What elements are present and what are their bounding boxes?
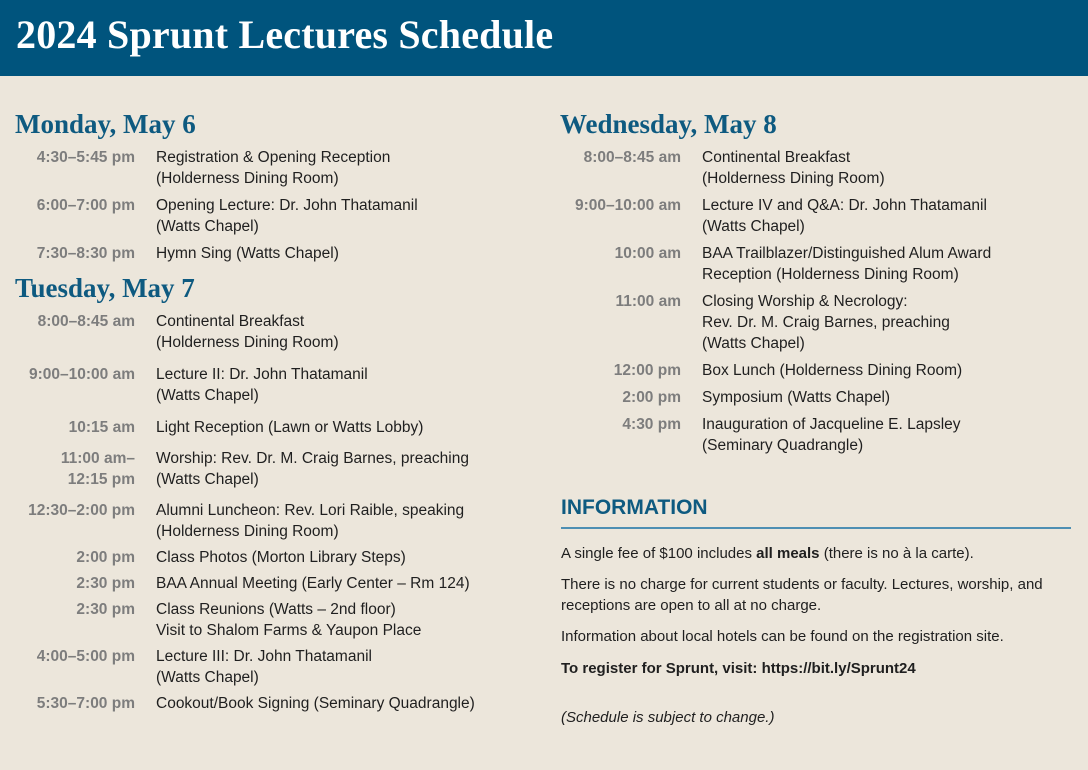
information-section xyxy=(561,494,1071,728)
page-title: 2024 Sprunt Lectures Schedule xyxy=(16,12,554,57)
left-column xyxy=(0,106,540,714)
day-heading-wednesday: Wednesday, May 8 xyxy=(560,109,777,139)
event-description: Class Reunions (Watts – 2nd floor) Visit to Shalom Farms & Yaupon Place xyxy=(156,601,422,639)
day-heading-tuesday: Tuesday, May 7 xyxy=(15,273,195,303)
schedule-row xyxy=(0,547,540,568)
schedule-row xyxy=(0,500,540,542)
event-description: Registration & Opening Reception (Holderness Dining Room) xyxy=(156,149,391,187)
event-description: Opening Lecture: Dr. John Thatamanil (Watts Chapel) xyxy=(156,197,418,235)
event-description: Class Photos (Morton Library Steps) xyxy=(156,549,406,566)
event-description: Light Reception (Lawn or Watts Lobby) xyxy=(156,419,424,436)
event-description: Lecture II: Dr. John Thatamanil (Watts Chapel) xyxy=(156,366,368,404)
schedule-row xyxy=(545,195,1075,237)
event-time: 5:30–7:00 pm xyxy=(36,695,135,712)
fee-text-lead: A single fee of $100 includes xyxy=(561,545,757,562)
fee-text-bold: all meals xyxy=(756,545,820,562)
event-time: 2:30 pm xyxy=(76,601,135,618)
event-time: 4:30–5:45 pm xyxy=(36,149,135,166)
schedule-row xyxy=(0,573,540,594)
fee-text-tail: (there is no à la carte). xyxy=(819,545,974,562)
schedule-row xyxy=(0,195,540,237)
schedule-row xyxy=(0,364,540,406)
event-time: 8:00–8:45 am xyxy=(583,149,681,166)
event-description: Lecture III: Dr. John Thatamanil (Watts Chapel) xyxy=(156,648,372,686)
event-description: Worship: Rev. Dr. M. Craig Barnes, preaching (Watts Chapel) xyxy=(156,450,469,488)
schedule-row xyxy=(545,414,1075,456)
event-description: BAA Trailblazer/Distinguished Alum Award Reception (Holderness Dining Room) xyxy=(702,245,992,283)
register-text: To register for Sprunt, visit: https://bit.ly/Sprunt24 xyxy=(561,660,916,677)
disclaimer-text: (Schedule is subject to change.) xyxy=(561,709,775,726)
event-description: BAA Annual Meeting (Early Center – Rm 124) xyxy=(156,575,470,592)
schedule-row xyxy=(545,291,1075,354)
event-time: 11:00 am xyxy=(615,293,681,310)
event-description: Hymn Sing (Watts Chapel) xyxy=(156,245,339,262)
schedule-row xyxy=(0,693,540,714)
event-time: 2:30 pm xyxy=(76,575,135,592)
event-description: Lecture IV and Q&A: Dr. John Thatamanil (Watts Chapel) xyxy=(702,197,987,235)
event-time: 9:00–10:00 am xyxy=(575,197,681,214)
right-column xyxy=(545,106,1075,456)
schedule-row xyxy=(0,311,540,353)
fee-text xyxy=(561,543,1071,564)
schedule-row xyxy=(545,387,1075,408)
day-heading-monday: Monday, May 6 xyxy=(15,109,196,139)
schedule-row xyxy=(545,360,1075,381)
schedule-row xyxy=(0,646,540,688)
event-time: 4:00–5:00 pm xyxy=(36,648,135,665)
event-description: Inauguration of Jacqueline E. Lapsley (Seminary Quadrangle) xyxy=(702,416,961,454)
event-time: 11:00 am– 12:15 pm xyxy=(60,450,135,488)
event-time: 2:00 pm xyxy=(622,389,681,406)
schedule-row xyxy=(0,243,540,264)
no-charge-text: There is no charge for current students or faculty. Lectures, worship, and receptions are open to all at no charge. xyxy=(561,576,1043,614)
event-time: 7:30–8:30 pm xyxy=(36,245,135,262)
event-description: Continental Breakfast (Holderness Dining Room) xyxy=(702,149,885,187)
schedule-row xyxy=(545,243,1075,285)
event-description: Symposium (Watts Chapel) xyxy=(702,389,891,406)
event-description: Cookout/Book Signing (Seminary Quadrangle) xyxy=(156,695,475,712)
event-time: 4:30 pm xyxy=(622,416,681,433)
event-time: 9:00–10:00 am xyxy=(29,366,135,383)
schedule-row xyxy=(0,147,540,189)
event-description: Box Lunch (Holderness Dining Room) xyxy=(702,362,963,379)
event-description: Closing Worship & Necrology: Rev. Dr. M. Craig Barnes, preaching (Watts Chapel) xyxy=(702,293,950,352)
event-time: 10:15 am xyxy=(68,419,135,436)
event-description: Alumni Luncheon: Rev. Lori Raible, speaking (Holderness Dining Room) xyxy=(156,502,465,540)
hotels-text: Information about local hotels can be found on the registration site. xyxy=(561,628,1004,645)
information-heading: INFORMATION xyxy=(561,494,1071,529)
event-time: 12:00 pm xyxy=(613,362,681,379)
schedule-row xyxy=(0,448,540,490)
event-description: Continental Breakfast (Holderness Dining Room) xyxy=(156,313,339,351)
event-time: 8:00–8:45 am xyxy=(37,313,135,330)
event-time: 10:00 am xyxy=(614,245,681,262)
event-time: 12:30–2:00 pm xyxy=(28,502,135,519)
schedule-row xyxy=(0,599,540,641)
schedule-row xyxy=(545,147,1075,189)
event-time: 2:00 pm xyxy=(76,549,135,566)
event-time: 6:00–7:00 pm xyxy=(36,197,135,214)
title-banner xyxy=(0,0,1088,76)
schedule-row xyxy=(0,417,540,438)
